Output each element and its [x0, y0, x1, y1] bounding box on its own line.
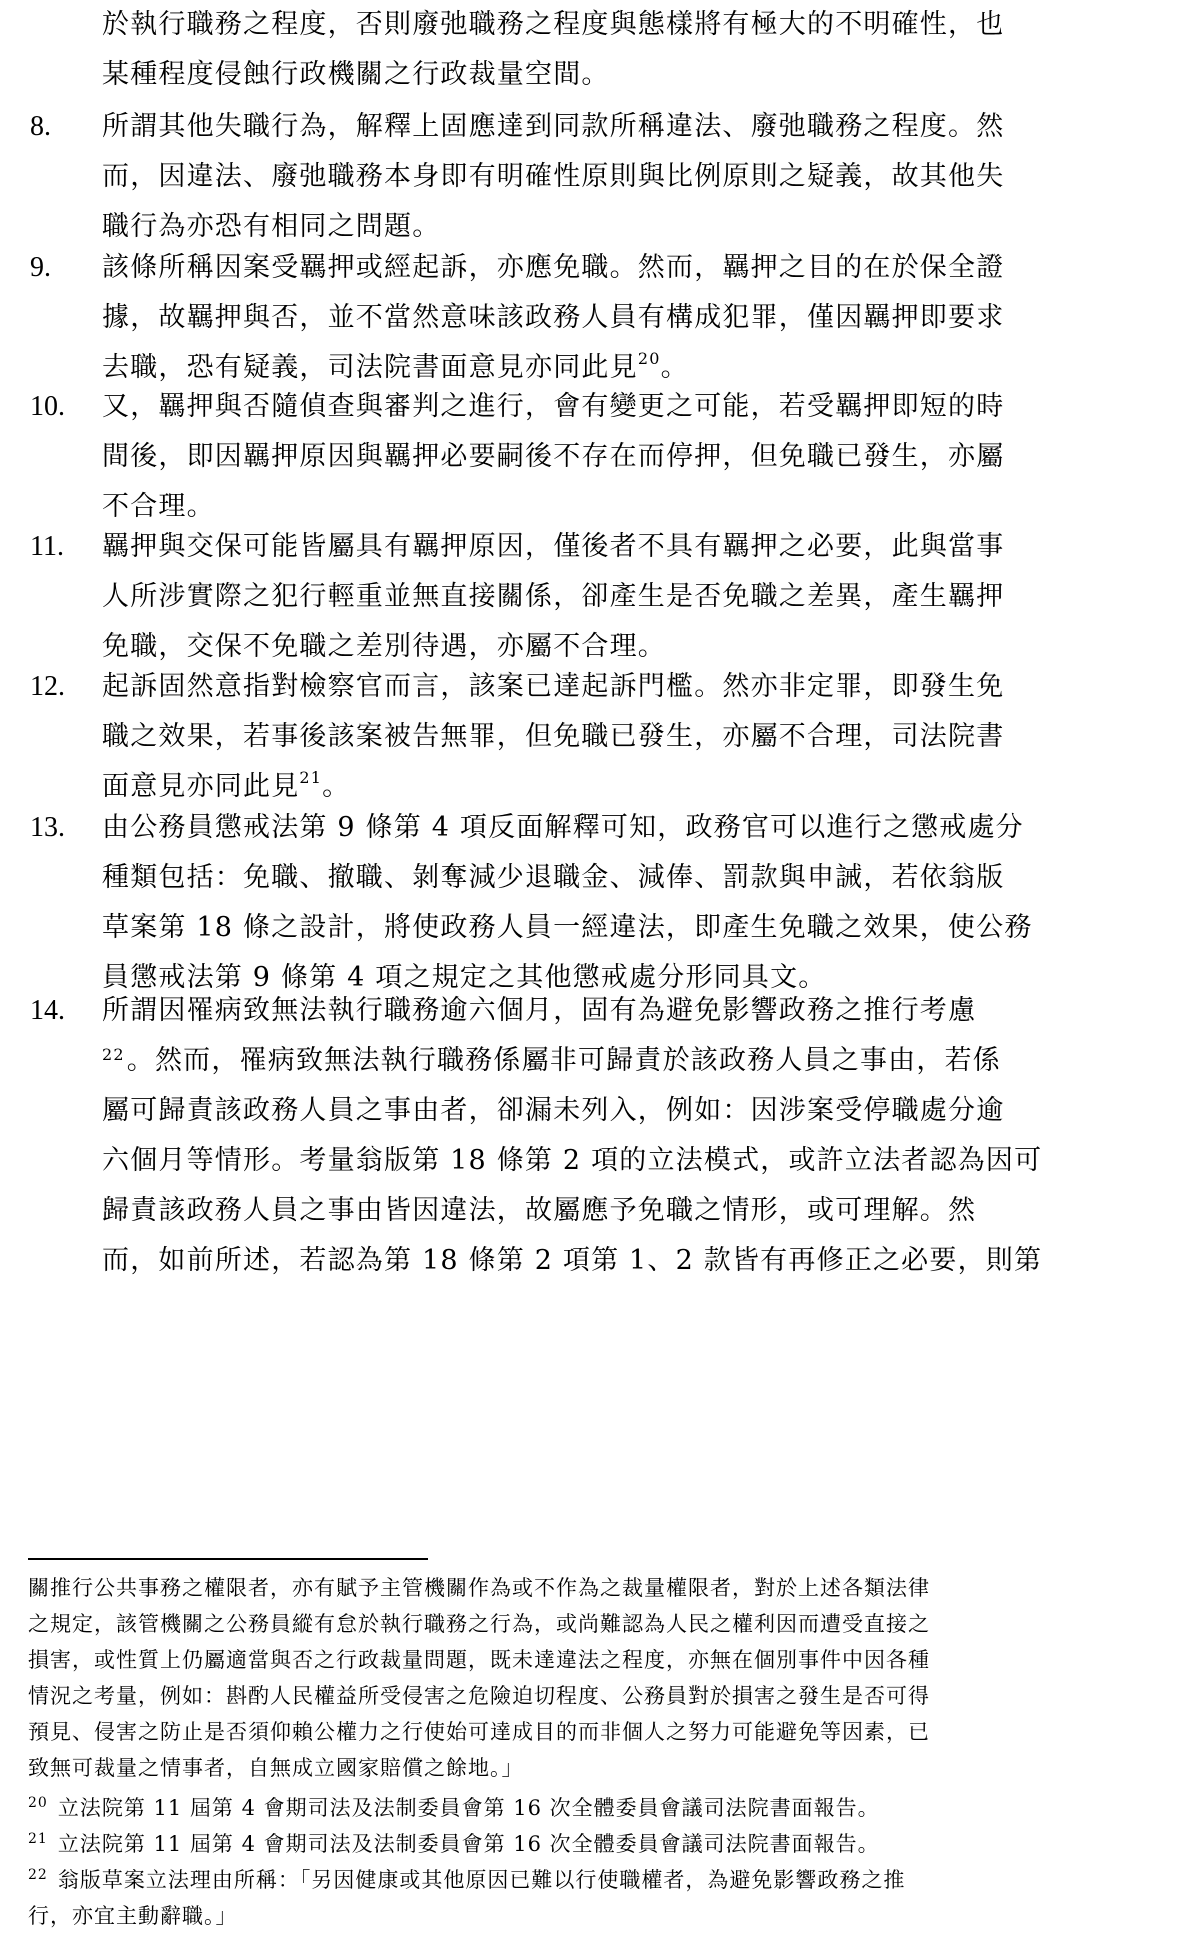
item-number: 13.: [30, 812, 65, 843]
text-line: [102, 1036, 1042, 1086]
text-line: 種類包括：免職、撤職、剝奪減少退職金、減俸、罰款與申誡，若依翁版: [102, 862, 1005, 893]
text-line: 該條所稱因案受羈押或經起訴，亦應免職。然而，羈押之目的在於保全證: [102, 252, 1005, 283]
line-text: 。然而，罹病致無法執行職務係屬非可歸責於該政務人員之事由，若係: [126, 1045, 1001, 1076]
text-line: 又，羈押與否隨偵查與審判之進行，會有變更之可能，若受羈押即短的時: [102, 391, 1005, 422]
footnote-line: 致無可裁量之情事者，自無成立國家賠償之餘地。」: [28, 1756, 524, 1780]
text-line: 員懲戒法第 9 條第 4 項之規定之其他懲戒處分形同具文。: [102, 962, 827, 993]
text-line: 據，故羈押與否，並不當然意味該政務人員有構成犯罪，僅因羈押即要求: [102, 302, 1005, 333]
footnote-mark: 20: [28, 1795, 48, 1811]
footnote-text: 立法院第 11 屆第 4 會期司法及法制委員會第 16 次全體委員會議司法院書面報告。: [57, 1796, 880, 1820]
footnote-line: 之規定，該管機關之公務員縱有怠於執行職務之行為，或尚難認為人民之權利因而遭受直接之: [28, 1612, 930, 1636]
item-number: 11.: [30, 531, 64, 562]
footnote-line: [28, 1826, 1178, 1862]
footnote-ref[interactable]: 22: [102, 1045, 125, 1064]
text-line: 草案第 18 條之設計，將使政務人員一經違法，即產生免職之效果，使公務: [102, 912, 1033, 943]
text-line: 間後，即因羈押原因與羈押必要嗣後不存在而停押，但免職已發生，亦屬: [102, 441, 1005, 472]
footnote-line: 關推行公共事務之權限者，亦有賦予主管機關作為或不作為之裁量權限者，對於上述各類法律: [28, 1576, 930, 1600]
item-number: 9.: [30, 252, 51, 283]
text-line: 所謂其他失職行為，解釋上固應達到同款所稱違法、廢弛職務之程度。然: [102, 111, 1005, 142]
item-number: 8.: [30, 111, 51, 142]
footnote-line: 損害，或性質上仍屬適當與否之行政裁量問題，既未達違法之程度，亦無在個別事件中因各種: [28, 1648, 930, 1672]
text-line: 所謂因罹病致無法執行職務逾六個月，固有為避免影響政務之推行考慮: [102, 995, 977, 1026]
text-line: 屬可歸責該政務人員之事由者，卻漏未列入，例如：因涉案受停職處分逾: [102, 1095, 1005, 1126]
footnote-line: 行，亦宜主動辭職。」: [28, 1904, 238, 1928]
text-line: 人所涉實際之犯行輕重並無直接關係，卻產生是否免職之差異，產生羈押: [102, 581, 1005, 612]
text-line: 職之效果，若事後該案被告無罪，但免職已發生，亦屬不合理，司法院書: [102, 721, 1005, 752]
line-text: 面意見亦同此見: [102, 771, 300, 802]
text-line: 起訴固然意指對檢察官而言，該案已達起訴門檻。然亦非定罪，即發生免: [102, 671, 1005, 702]
text-line: 六個月等情形。考量翁版第 18 條第 2 項的立法模式，或許立法者認為因可: [102, 1145, 1043, 1176]
text-line: 免職，交保不免職之差別待遇，亦屬不合理。: [102, 631, 666, 662]
item-number: 14.: [30, 995, 65, 1026]
footnote-mark: 22: [28, 1867, 48, 1883]
footnote-separator: [28, 1558, 428, 1560]
line-text: 去職，恐有疑義，司法院書面意見亦同此見: [102, 352, 638, 383]
text-line: 於執行職務之程度，否則廢弛職務之程度與態樣將有極大的不明確性，也: [102, 9, 1005, 40]
footnote-21: [28, 1826, 1178, 1862]
footnote-text: 翁版草案立法理由所稱：「另因健康或其他原因已難以行使職權者，為避免影響政務之推: [57, 1868, 906, 1892]
footnote-line: [28, 1790, 1178, 1826]
text-line: 職行為亦恐有相同之問題。: [102, 211, 441, 242]
line-end: 。: [322, 771, 351, 802]
footnote-continuation: [28, 1570, 1178, 1786]
text-line: 羈押與交保可能皆屬具有羈押原因，僅後者不具有羈押之必要，此與當事: [102, 531, 1005, 562]
footnote-22: [28, 1862, 1178, 1934]
text-line: 由公務員懲戒法第 9 條第 4 項反面解釋可知，政務官可以進行之懲戒處分: [102, 812, 1024, 843]
footnote-line: [28, 1862, 1178, 1898]
footnote-line: 預見、侵害之防止是否須仰賴公權力之行使始可達成目的而非個人之努力可能避免等因素，已: [28, 1720, 930, 1744]
item-number: 10.: [30, 391, 65, 422]
line-end: 。: [660, 352, 689, 383]
footnote-ref[interactable]: 20: [637, 349, 661, 368]
footnote-ref[interactable]: 21: [299, 768, 323, 787]
footnote-text: 立法院第 11 屆第 4 會期司法及法制委員會第 16 次全體委員會議司法院書面報告。: [57, 1832, 880, 1856]
text-line: 不合理。: [102, 491, 215, 522]
text-line: 歸責該政務人員之事由皆因違法，故屬應予免職之情形，或可理解。然: [102, 1195, 977, 1226]
text-line: 而，因違法、廢弛職務本身即有明確性原則與比例原則之疑義，故其他失: [102, 161, 1005, 192]
footnote-mark: 21: [28, 1831, 48, 1847]
text-line: 而，如前所述，若認為第 18 條第 2 項第 1、2 款皆有再修正之必要，則第: [102, 1245, 1043, 1276]
text-line: 某種程度侵蝕行政機關之行政裁量空間。: [102, 59, 610, 90]
footnote-20: [28, 1790, 1178, 1826]
footnote-line: 情況之考量，例如：斟酌人民權益所受侵害之危險迫切程度、公務員對於損害之發生是否可得: [28, 1684, 930, 1708]
item-number: 12.: [30, 671, 65, 702]
